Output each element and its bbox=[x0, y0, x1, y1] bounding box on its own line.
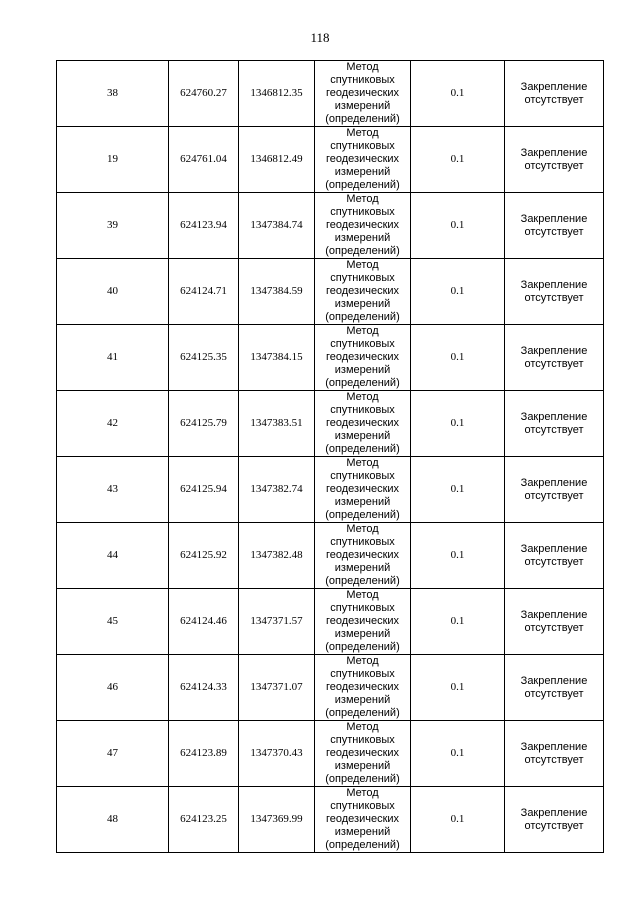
method-line: (определений) bbox=[325, 311, 400, 323]
fixing-line: отсутствует bbox=[524, 555, 584, 568]
point-number-cell: 46 bbox=[57, 655, 169, 721]
method-cell bbox=[315, 457, 411, 523]
method-line: геодезических bbox=[325, 615, 400, 627]
fixing-line: отсутствует bbox=[524, 819, 584, 832]
fixing-cell bbox=[505, 721, 604, 787]
accuracy-cell: 0.1 bbox=[411, 61, 505, 127]
page-number: 118 bbox=[310, 30, 330, 45]
method-line: геодезических bbox=[325, 351, 400, 363]
method-line: спутниковых bbox=[330, 800, 395, 812]
point-number-cell: 43 bbox=[57, 457, 169, 523]
method-line: спутниковых bbox=[330, 206, 395, 218]
table-row bbox=[57, 523, 604, 589]
fixing-line: отсутствует bbox=[524, 753, 584, 766]
method-line: геодезических bbox=[325, 483, 400, 495]
fixing-cell bbox=[505, 523, 604, 589]
method-line: Метод bbox=[346, 655, 379, 667]
fixing-line: Закрепление bbox=[520, 410, 588, 423]
fixing-line: Закрепление bbox=[520, 80, 588, 93]
accuracy-cell: 0.1 bbox=[411, 655, 505, 721]
method-line: измерений bbox=[334, 496, 391, 508]
fixing-line: Закрепление bbox=[520, 542, 588, 555]
y-coordinate-cell: 1347371.57 bbox=[239, 589, 315, 655]
table-row bbox=[57, 127, 604, 193]
method-line: (определений) bbox=[325, 113, 400, 125]
method-line: измерений bbox=[334, 562, 391, 574]
table-row bbox=[57, 589, 604, 655]
point-number-cell: 48 bbox=[57, 787, 169, 853]
fixing-line: Закрепление bbox=[520, 278, 588, 291]
method-cell bbox=[315, 127, 411, 193]
x-coordinate-cell: 624123.94 bbox=[169, 193, 239, 259]
fixing-line: Закрепление bbox=[520, 344, 588, 357]
x-coordinate-cell: 624125.92 bbox=[169, 523, 239, 589]
method-line: спутниковых bbox=[330, 272, 395, 284]
method-cell bbox=[315, 325, 411, 391]
method-line: (определений) bbox=[325, 575, 400, 587]
method-line: измерений bbox=[334, 826, 391, 838]
method-line: спутниковых bbox=[330, 140, 395, 152]
method-line: спутниковых bbox=[330, 668, 395, 680]
fixing-line: отсутствует bbox=[524, 357, 584, 370]
point-number-cell: 40 bbox=[57, 259, 169, 325]
point-number-cell: 47 bbox=[57, 721, 169, 787]
table-row bbox=[57, 787, 604, 853]
method-line: измерений bbox=[334, 628, 391, 640]
y-coordinate-cell: 1347383.51 bbox=[239, 391, 315, 457]
x-coordinate-cell: 624760.27 bbox=[169, 61, 239, 127]
fixing-line: Закрепление bbox=[520, 674, 588, 687]
fixing-line: Закрепление bbox=[520, 608, 588, 621]
method-line: Метод bbox=[346, 391, 379, 403]
method-cell bbox=[315, 721, 411, 787]
method-line: Метод bbox=[346, 589, 379, 601]
accuracy-cell: 0.1 bbox=[411, 787, 505, 853]
y-coordinate-cell: 1347369.99 bbox=[239, 787, 315, 853]
method-line: (определений) bbox=[325, 773, 400, 785]
fixing-line: отсутствует bbox=[524, 687, 584, 700]
method-line: (определений) bbox=[325, 509, 400, 521]
point-number-cell: 39 bbox=[57, 193, 169, 259]
method-line: (определений) bbox=[325, 443, 400, 455]
y-coordinate-cell: 1346812.49 bbox=[239, 127, 315, 193]
y-coordinate-cell: 1347384.74 bbox=[239, 193, 315, 259]
method-line: спутниковых bbox=[330, 602, 395, 614]
method-line: измерений bbox=[334, 430, 391, 442]
method-line: Метод bbox=[346, 457, 379, 469]
fixing-line: отсутствует bbox=[524, 423, 584, 436]
fixing-line: отсутствует bbox=[524, 489, 584, 502]
method-line: Метод bbox=[346, 127, 379, 139]
method-line: спутниковых bbox=[330, 536, 395, 548]
x-coordinate-cell: 624124.33 bbox=[169, 655, 239, 721]
fixing-line: Закрепление bbox=[520, 476, 588, 489]
method-line: Метод bbox=[346, 721, 379, 733]
method-line: геодезических bbox=[325, 153, 400, 165]
method-line: измерений bbox=[334, 298, 391, 310]
fixing-cell bbox=[505, 787, 604, 853]
x-coordinate-cell: 624125.94 bbox=[169, 457, 239, 523]
fixing-cell bbox=[505, 325, 604, 391]
table-row bbox=[57, 457, 604, 523]
method-cell bbox=[315, 787, 411, 853]
method-line: геодезических bbox=[325, 87, 400, 99]
point-number-cell: 42 bbox=[57, 391, 169, 457]
method-line: измерений bbox=[334, 232, 391, 244]
y-coordinate-cell: 1347382.74 bbox=[239, 457, 315, 523]
method-line: Метод bbox=[346, 787, 379, 799]
y-coordinate-cell: 1347382.48 bbox=[239, 523, 315, 589]
accuracy-cell: 0.1 bbox=[411, 523, 505, 589]
y-coordinate-cell: 1347371.07 bbox=[239, 655, 315, 721]
point-number-cell: 38 bbox=[57, 61, 169, 127]
method-cell bbox=[315, 523, 411, 589]
accuracy-cell: 0.1 bbox=[411, 589, 505, 655]
table-row bbox=[57, 259, 604, 325]
fixing-cell bbox=[505, 655, 604, 721]
accuracy-cell: 0.1 bbox=[411, 391, 505, 457]
accuracy-cell: 0.1 bbox=[411, 127, 505, 193]
x-coordinate-cell: 624124.71 bbox=[169, 259, 239, 325]
method-line: Метод bbox=[346, 325, 379, 337]
table-row bbox=[57, 655, 604, 721]
method-line: спутниковых bbox=[330, 74, 395, 86]
accuracy-cell: 0.1 bbox=[411, 457, 505, 523]
fixing-cell bbox=[505, 457, 604, 523]
method-line: измерений bbox=[334, 760, 391, 772]
method-line: Метод bbox=[346, 259, 379, 271]
method-cell bbox=[315, 655, 411, 721]
table-row bbox=[57, 391, 604, 457]
method-line: геодезических bbox=[325, 285, 400, 297]
method-line: измерений bbox=[334, 166, 391, 178]
method-line: измерений bbox=[334, 364, 391, 376]
method-cell bbox=[315, 259, 411, 325]
point-number-cell: 45 bbox=[57, 589, 169, 655]
fixing-line: Закрепление bbox=[520, 740, 588, 753]
fixing-line: отсутствует bbox=[524, 621, 584, 634]
fixing-line: Закрепление bbox=[520, 146, 588, 159]
method-line: геодезических bbox=[325, 219, 400, 231]
fixing-line: отсутствует bbox=[524, 159, 584, 172]
x-coordinate-cell: 624123.89 bbox=[169, 721, 239, 787]
accuracy-cell: 0.1 bbox=[411, 259, 505, 325]
y-coordinate-cell: 1346812.35 bbox=[239, 61, 315, 127]
fixing-cell bbox=[505, 391, 604, 457]
method-line: (определений) bbox=[325, 179, 400, 191]
fixing-line: отсутствует bbox=[524, 291, 584, 304]
method-cell bbox=[315, 391, 411, 457]
x-coordinate-cell: 624125.35 bbox=[169, 325, 239, 391]
method-line: Метод bbox=[346, 61, 379, 73]
method-line: геодезических bbox=[325, 813, 400, 825]
x-coordinate-cell: 624761.04 bbox=[169, 127, 239, 193]
y-coordinate-cell: 1347384.15 bbox=[239, 325, 315, 391]
fixing-line: отсутствует bbox=[524, 225, 584, 238]
x-coordinate-cell: 624125.79 bbox=[169, 391, 239, 457]
fixing-cell bbox=[505, 193, 604, 259]
fixing-line: Закрепление bbox=[520, 806, 588, 819]
fixing-line: отсутствует bbox=[524, 93, 584, 106]
table-row bbox=[57, 61, 604, 127]
table-row bbox=[57, 193, 604, 259]
accuracy-cell: 0.1 bbox=[411, 325, 505, 391]
fixing-cell bbox=[505, 127, 604, 193]
fixing-cell bbox=[505, 589, 604, 655]
method-line: (определений) bbox=[325, 377, 400, 389]
accuracy-cell: 0.1 bbox=[411, 193, 505, 259]
method-line: геодезических bbox=[325, 747, 400, 759]
method-cell bbox=[315, 589, 411, 655]
fixing-line: Закрепление bbox=[520, 212, 588, 225]
point-number-cell: 41 bbox=[57, 325, 169, 391]
accuracy-cell: 0.1 bbox=[411, 721, 505, 787]
method-line: Метод bbox=[346, 193, 379, 205]
method-line: геодезических bbox=[325, 417, 400, 429]
method-line: (определений) bbox=[325, 641, 400, 653]
point-number-cell: 19 bbox=[57, 127, 169, 193]
method-line: измерений bbox=[334, 100, 391, 112]
x-coordinate-cell: 624123.25 bbox=[169, 787, 239, 853]
method-line: геодезических bbox=[325, 681, 400, 693]
fixing-cell bbox=[505, 259, 604, 325]
coordinates-table bbox=[56, 60, 604, 853]
x-coordinate-cell: 624124.46 bbox=[169, 589, 239, 655]
table-row bbox=[57, 325, 604, 391]
method-line: спутниковых bbox=[330, 404, 395, 416]
method-cell bbox=[315, 61, 411, 127]
table-body bbox=[57, 61, 604, 853]
method-cell bbox=[315, 193, 411, 259]
y-coordinate-cell: 1347370.43 bbox=[239, 721, 315, 787]
method-line: спутниковых bbox=[330, 338, 395, 350]
method-line: (определений) bbox=[325, 839, 400, 851]
method-line: геодезических bbox=[325, 549, 400, 561]
method-line: спутниковых bbox=[330, 734, 395, 746]
point-number-cell: 44 bbox=[57, 523, 169, 589]
method-line: (определений) bbox=[325, 707, 400, 719]
method-line: (определений) bbox=[325, 245, 400, 257]
fixing-cell bbox=[505, 61, 604, 127]
method-line: Метод bbox=[346, 523, 379, 535]
method-line: измерений bbox=[334, 694, 391, 706]
y-coordinate-cell: 1347384.59 bbox=[239, 259, 315, 325]
method-line: спутниковых bbox=[330, 470, 395, 482]
table-row bbox=[57, 721, 604, 787]
